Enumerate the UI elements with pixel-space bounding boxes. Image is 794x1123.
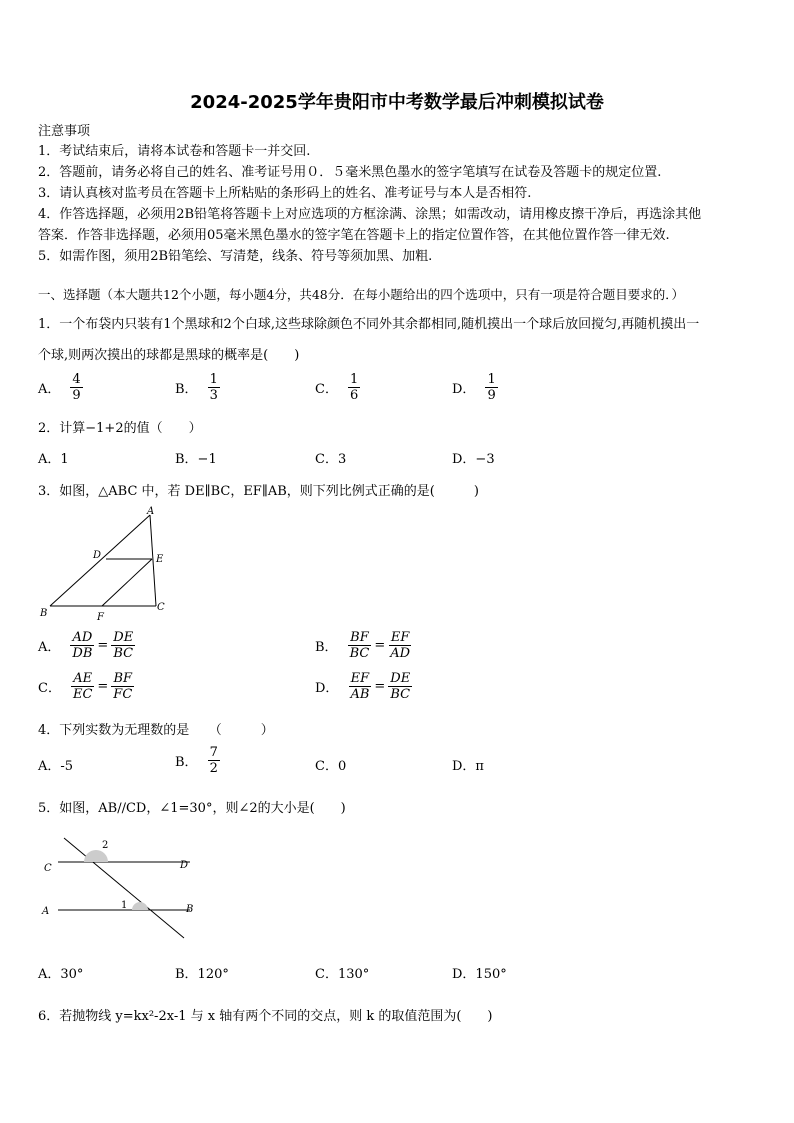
note-item: 5．如需作图，须用2B铅笔绘、写清楚，线条、符号等须加黑、加粗. bbox=[38, 249, 433, 264]
question-6-stem: 6．若抛物线 y=kx²-2x-1 与 x 轴有两个不同的交点，则 k 的取值范围为( ) bbox=[38, 1009, 493, 1024]
label-angle-1: 1 bbox=[121, 900, 128, 911]
label-c: C bbox=[157, 602, 165, 613]
q3-option-c[interactable]: C． $\frac{AE}{EC}$ = $\frac{BF}{FC}$ bbox=[38, 671, 133, 702]
label-b: B bbox=[40, 608, 48, 619]
label-f: F bbox=[97, 612, 104, 623]
q5-option-b[interactable]: B．120° bbox=[175, 967, 229, 982]
q5-option-d[interactable]: D．150° bbox=[452, 967, 507, 982]
q2-option-a[interactable]: A．1 bbox=[38, 452, 69, 467]
question-3-stem: 3．如图，△ABC 中，若 DE∥BC，EF∥AB，则下列比例式正确的是( ) bbox=[38, 484, 479, 499]
q3-option-d[interactable]: D． $\frac{EF}{AB}$ = $\frac{DE}{BC}$ bbox=[315, 671, 411, 702]
question-1-line2: 个球,则两次摸出的球都是黑球的概率是( ) bbox=[38, 348, 300, 363]
question-2-stem: 2．计算−1+2的值（ ） bbox=[38, 421, 202, 436]
note-item: 答案．作答非选择题，必须用05毫米黑色墨水的签字笔在答题卡上的指定位置作答，在其他位置作答一律无效. bbox=[38, 228, 670, 243]
note-item: 4．作答选择题，必须用2B铅笔将答题卡上对应选项的方框涂满、涂黑；如需改动，请用橡皮擦干净后，再选涂其他 bbox=[38, 207, 702, 222]
q1-option-b[interactable]: B． $\frac{1}{3}$ bbox=[175, 372, 218, 403]
label-a: A bbox=[147, 506, 155, 517]
q4-option-a[interactable]: A．-5 bbox=[38, 759, 74, 774]
label-d: D bbox=[93, 550, 102, 561]
note-item: 1．考试结束后，请将本试卷和答题卡一并交回. bbox=[38, 144, 311, 159]
q3-option-a[interactable]: A． $\frac{AD}{DB}$ = $\frac{DE}{BC}$ bbox=[38, 630, 134, 661]
notes-heading: 注意事项 bbox=[38, 124, 91, 139]
q1-option-c[interactable]: C． $\frac{1}{6}$ bbox=[315, 372, 359, 403]
label-a: A bbox=[42, 906, 50, 917]
label-c: C bbox=[44, 863, 52, 874]
q5-option-c[interactable]: C．130° bbox=[315, 967, 370, 982]
q4-option-c[interactable]: C．0 bbox=[315, 759, 347, 774]
q2-option-c[interactable]: C．3 bbox=[315, 452, 347, 467]
question-1-line1: 1．一个布袋内只装有1个黑球和2个白球,这些球除颜色不同外其余都相同,随机摸出一个球后放回搅匀,再随机摸出一 bbox=[38, 317, 700, 332]
q5-option-a[interactable]: A．30° bbox=[38, 967, 84, 982]
q2-option-d[interactable]: D．−3 bbox=[452, 452, 495, 467]
q4-option-d[interactable]: D．π bbox=[452, 759, 484, 774]
q1-option-d[interactable]: D． $\frac{1}{9}$ bbox=[452, 372, 496, 403]
question-5-stem: 5．如图，AB//CD，∠1=30°，则∠2的大小是( ) bbox=[38, 801, 346, 816]
angle-2-arc bbox=[84, 850, 108, 862]
page-title: 2024-2025学年贵阳市中考数学最后冲刺模拟试卷 bbox=[190, 92, 604, 113]
note-item: 3．请认真核对监考员在答题卡上所粘贴的条形码上的姓名、准考证号与本人是否相符. bbox=[38, 186, 532, 201]
question-4-stem: 4．下列实数为无理数的是 （ ） bbox=[38, 723, 274, 738]
q3-option-b[interactable]: B． $\frac{BF}{BC}$ = $\frac{EF}{AD}$ bbox=[315, 630, 411, 661]
label-b: B bbox=[186, 904, 194, 915]
q4-option-b[interactable]: B． $\frac{7}{2}$ bbox=[175, 745, 218, 776]
label-d: D bbox=[180, 860, 189, 871]
note-item: 2．答题前，请务必将自己的姓名、准考证号用０．５毫米黑色墨水的签字笔填写在试卷及答题卡的规定位置. bbox=[38, 165, 662, 180]
q1-option-a[interactable]: A． $\frac{4}{9}$ bbox=[38, 372, 81, 403]
label-e: E bbox=[156, 554, 164, 565]
label-angle-2: 2 bbox=[102, 840, 109, 851]
parallel-lines-figure bbox=[36, 830, 196, 945]
section-heading: 一、选择题（本大题共12个小题，每小题4分，共48分．在每小题给出的四个选项中，只有一项是符合题目要求的．） bbox=[38, 287, 685, 302]
q2-option-b[interactable]: B．−1 bbox=[175, 452, 217, 467]
triangle-figure bbox=[36, 505, 176, 625]
angle-1-arc bbox=[132, 902, 148, 910]
